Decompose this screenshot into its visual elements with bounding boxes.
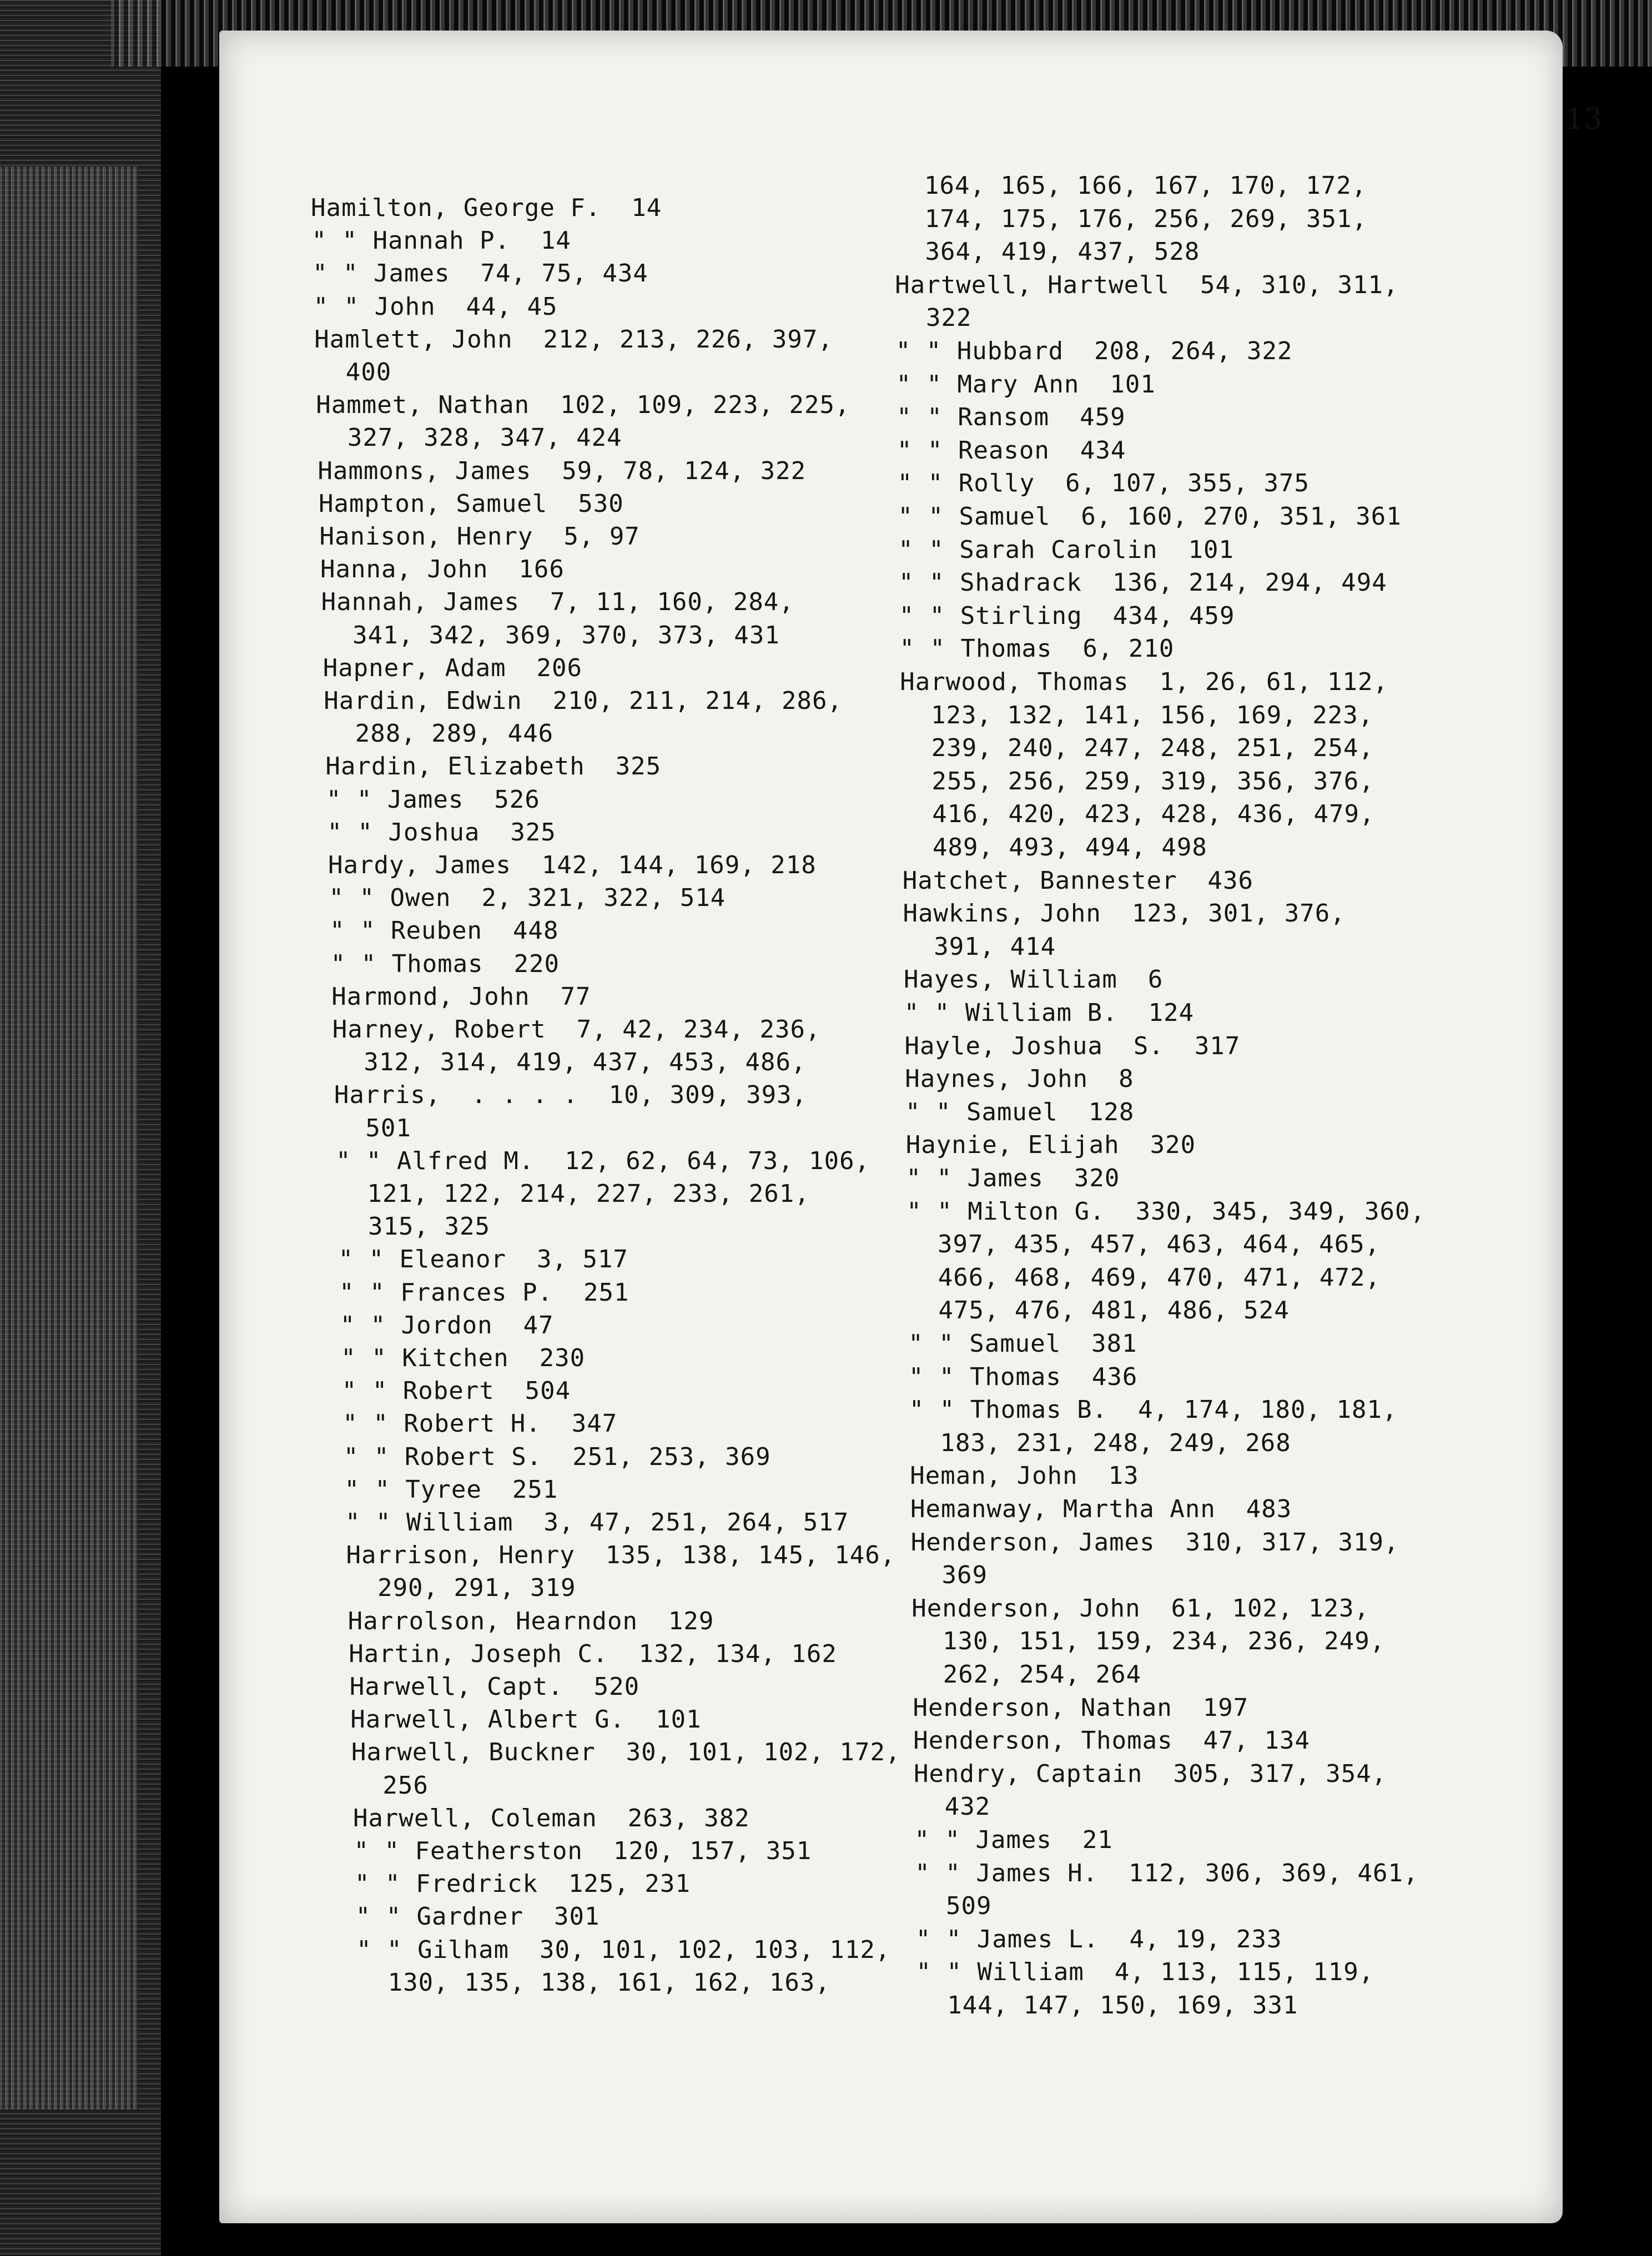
index-entry: " " James 21 — [914, 1826, 1113, 1854]
index-entry: " " James L. 4, 19, 233 — [915, 1925, 1282, 1953]
index-entry: 239, 240, 247, 248, 251, 254, — [900, 734, 1374, 763]
index-entry: 475, 476, 481, 486, 524 — [908, 1296, 1290, 1325]
index-entry: Hamlett, John 212, 213, 226, 397, — [314, 325, 833, 354]
index-entry: " " Reason 434 — [897, 436, 1126, 465]
index-entry: " " Thomas 220 — [330, 949, 560, 978]
index-entry: Hemanway, Martha Ann 483 — [910, 1495, 1292, 1523]
index-entry: " " Samuel 6, 160, 270, 351, 361 — [898, 502, 1402, 531]
index-entry: " " Jordon 47 — [340, 1311, 554, 1340]
index-entry: " " Milton G. 330, 345, 349, 360, — [906, 1197, 1426, 1226]
index-entry: Henderson, John 61, 102, 123, — [911, 1594, 1369, 1623]
index-entry: 262, 254, 264 — [912, 1660, 1142, 1689]
index-entry: Harney, Robert 7, 42, 234, 236, — [332, 1015, 821, 1044]
index-entry: 130, 151, 159, 234, 236, 249, — [912, 1627, 1386, 1656]
index-entry: Haynes, John 8 — [905, 1065, 1134, 1094]
index-entry: Henderson, James 310, 317, 319, — [910, 1528, 1399, 1557]
index-entry: Hammons, James 59, 78, 124, 322 — [318, 456, 807, 485]
index-entry: " " James 320 — [906, 1164, 1120, 1192]
index-entry: 322 — [895, 304, 972, 333]
index-entry: Harwell, Coleman 263, 382 — [352, 1804, 750, 1832]
index-entry: Hawkins, John 123, 301, 376, — [903, 899, 1346, 928]
index-entry: " " Thomas 6, 210 — [899, 634, 1175, 663]
index-entry: " " Samuel 128 — [905, 1097, 1135, 1126]
index-entry: " " Robert S. 251, 253, 369 — [343, 1442, 771, 1471]
index-entry: " " Reuben 448 — [330, 916, 559, 945]
index-entry: 466, 468, 469, 470, 471, 472, — [907, 1263, 1381, 1292]
index-entry: 290, 291, 319 — [347, 1574, 576, 1603]
index-entry: " " Fredrick 125, 231 — [355, 1870, 691, 1899]
index-entry: Henderson, Nathan 197 — [913, 1693, 1249, 1722]
index-entry: Harrolson, Hearndon 129 — [347, 1607, 714, 1635]
index-entry: 509 — [915, 1892, 992, 1921]
index-entry: 341, 342, 369, 370, 373, 431 — [322, 621, 780, 649]
index-entry: 255, 256, 259, 319, 356, 376, — [901, 767, 1374, 795]
index-entry: " " Featherston 120, 157, 351 — [354, 1837, 812, 1865]
index-entry: 391, 414 — [903, 932, 1056, 961]
index-entry: Hammet, Nathan 102, 109, 223, 225, — [316, 391, 850, 420]
index-entry: 144, 147, 150, 169, 331 — [916, 1991, 1298, 2020]
index-entry: " " Alfred M. 12, 62, 64, 73, 106, — [335, 1146, 870, 1175]
index-entry: 174, 175, 176, 256, 269, 351, — [894, 204, 1367, 233]
index-entry: Hatchet, Bannester 436 — [902, 866, 1254, 895]
index-entry: " " Kitchen 230 — [341, 1344, 586, 1372]
index-entry: " " Rolly 6, 107, 355, 375 — [897, 469, 1309, 498]
index-entry: Hayes, William 6 — [904, 965, 1164, 994]
index-entry: " " Samuel 381 — [908, 1330, 1137, 1358]
scanner-edge-left — [0, 0, 161, 2256]
index-entry: " " John 44, 45 — [313, 292, 558, 321]
index-entry: Harwell, Capt. 520 — [349, 1673, 640, 1701]
index-entry: " " James 526 — [326, 785, 540, 814]
index-entry: " " Tyree 251 — [344, 1475, 558, 1504]
index-entry: Hardin, Edwin 210, 211, 214, 286, — [324, 687, 843, 715]
index-entry: 123, 132, 141, 156, 169, 223, — [900, 701, 1374, 729]
index-entry: Hardin, Elizabeth 325 — [325, 752, 662, 781]
index-entry: 288, 289, 446 — [324, 719, 554, 748]
index-entry: 397, 435, 457, 463, 464, 465, — [907, 1230, 1381, 1259]
index-entry: 315, 325 — [338, 1212, 490, 1241]
page-number: 13 — [1565, 103, 1603, 136]
index-entry: " " Eleanor 3, 517 — [338, 1245, 628, 1274]
index-entry: Harrison, Henry 135, 138, 145, 146, — [346, 1541, 896, 1570]
index-entry: " " William 4, 113, 115, 119, — [916, 1958, 1374, 1987]
index-entry: Henderson, Thomas 47, 134 — [913, 1726, 1310, 1755]
index-entry: " " Thomas 436 — [909, 1362, 1138, 1391]
index-entry: Harwell, Albert G. 101 — [350, 1705, 702, 1734]
index-entry: 130, 135, 138, 161, 162, 163, — [357, 1968, 830, 1997]
index-entry: " " Gardner 301 — [355, 1902, 600, 1931]
index-entry: " " William 3, 47, 251, 264, 517 — [345, 1508, 849, 1537]
index-entry: " " Ransom 459 — [896, 403, 1126, 432]
index-entry: Hendry, Captain 305, 317, 354, — [914, 1759, 1387, 1788]
index-entry: " " Gilham 30, 101, 102, 103, 112, — [356, 1935, 891, 1964]
index-entry: " " James H. 112, 306, 369, 461, — [915, 1859, 1419, 1887]
index-entry: " " Robert 504 — [341, 1377, 571, 1406]
index-entry: 489, 493, 494, 498 — [902, 833, 1207, 862]
index-entry: " " William B. 124 — [904, 999, 1195, 1027]
index-entry: Harmond, John 77 — [331, 982, 591, 1011]
index-entry: " " Mary Ann 101 — [896, 370, 1156, 399]
index-entry: 121, 122, 214, 227, 233, 261, — [336, 1180, 810, 1208]
index-entry: 312, 314, 419, 437, 453, 486, — [333, 1048, 807, 1077]
index-entry: Heman, John 13 — [910, 1462, 1139, 1490]
index-entry: " " Shadrack 136, 214, 294, 494 — [899, 568, 1387, 597]
index-entry: 369 — [911, 1561, 988, 1590]
index-entry: Hapner, Adam 206 — [323, 653, 583, 682]
index-entry: Hartwell, Hartwell 54, 310, 311, — [895, 270, 1399, 299]
index-entry: Hayle, Joshua S. 317 — [904, 1031, 1241, 1060]
index-entry: 501 — [335, 1114, 411, 1142]
index-entry: 183, 231, 248, 249, 268 — [909, 1428, 1291, 1457]
index-entry: Hartin, Joseph C. 132, 134, 162 — [349, 1639, 837, 1668]
index-entry: " " Owen 2, 321, 322, 514 — [329, 884, 726, 913]
index-entry: Hanison, Henry 5, 97 — [319, 522, 640, 551]
index-page — [219, 31, 1603, 2223]
index-entry: " " Frances P. 251 — [339, 1278, 629, 1307]
index-entry: " " James 74, 75, 434 — [313, 259, 648, 288]
index-entry: Harwood, Thomas 1, 26, 61, 112, — [900, 668, 1388, 696]
index-entry: 416, 420, 423, 428, 436, 479, — [901, 800, 1375, 829]
index-entry: 327, 328, 347, 424 — [316, 424, 622, 452]
index-entry: " " Stirling 434, 459 — [899, 601, 1235, 630]
index-entry: Haynie, Elijah 320 — [905, 1131, 1196, 1160]
index-entry: Hampton, Samuel 530 — [318, 489, 624, 518]
index-entry: 432 — [914, 1792, 991, 1821]
index-entry: Hanna, John 166 — [320, 555, 565, 584]
index-entry: Hardy, James 142, 144, 169, 218 — [328, 851, 817, 879]
index-entry: " " Hubbard 208, 264, 322 — [895, 337, 1293, 365]
index-entry: 164, 165, 166, 167, 170, 172, — [894, 172, 1367, 200]
index-entry: " " Thomas B. 4, 174, 180, 181, — [909, 1396, 1398, 1424]
index-entry: 256 — [352, 1771, 429, 1800]
index-entry: " " Joshua 325 — [327, 818, 556, 847]
index-entry: Hamilton, George F. 14 — [311, 194, 662, 222]
index-entry: " " Robert H. 347 — [343, 1409, 618, 1438]
index-entry: 364, 419, 437, 528 — [894, 238, 1200, 266]
index-entry: Harris, . . . . 10, 309, 393, — [334, 1081, 808, 1110]
index-entry: " " Hannah P. 14 — [311, 226, 571, 255]
index-entry: Hannah, James 7, 11, 160, 284, — [321, 588, 794, 617]
index-entry: " " Sarah Carolin 101 — [898, 535, 1235, 564]
index-entry: 400 — [315, 358, 392, 386]
index-entry: Harwell, Buckner 30, 101, 102, 172, — [351, 1738, 901, 1767]
